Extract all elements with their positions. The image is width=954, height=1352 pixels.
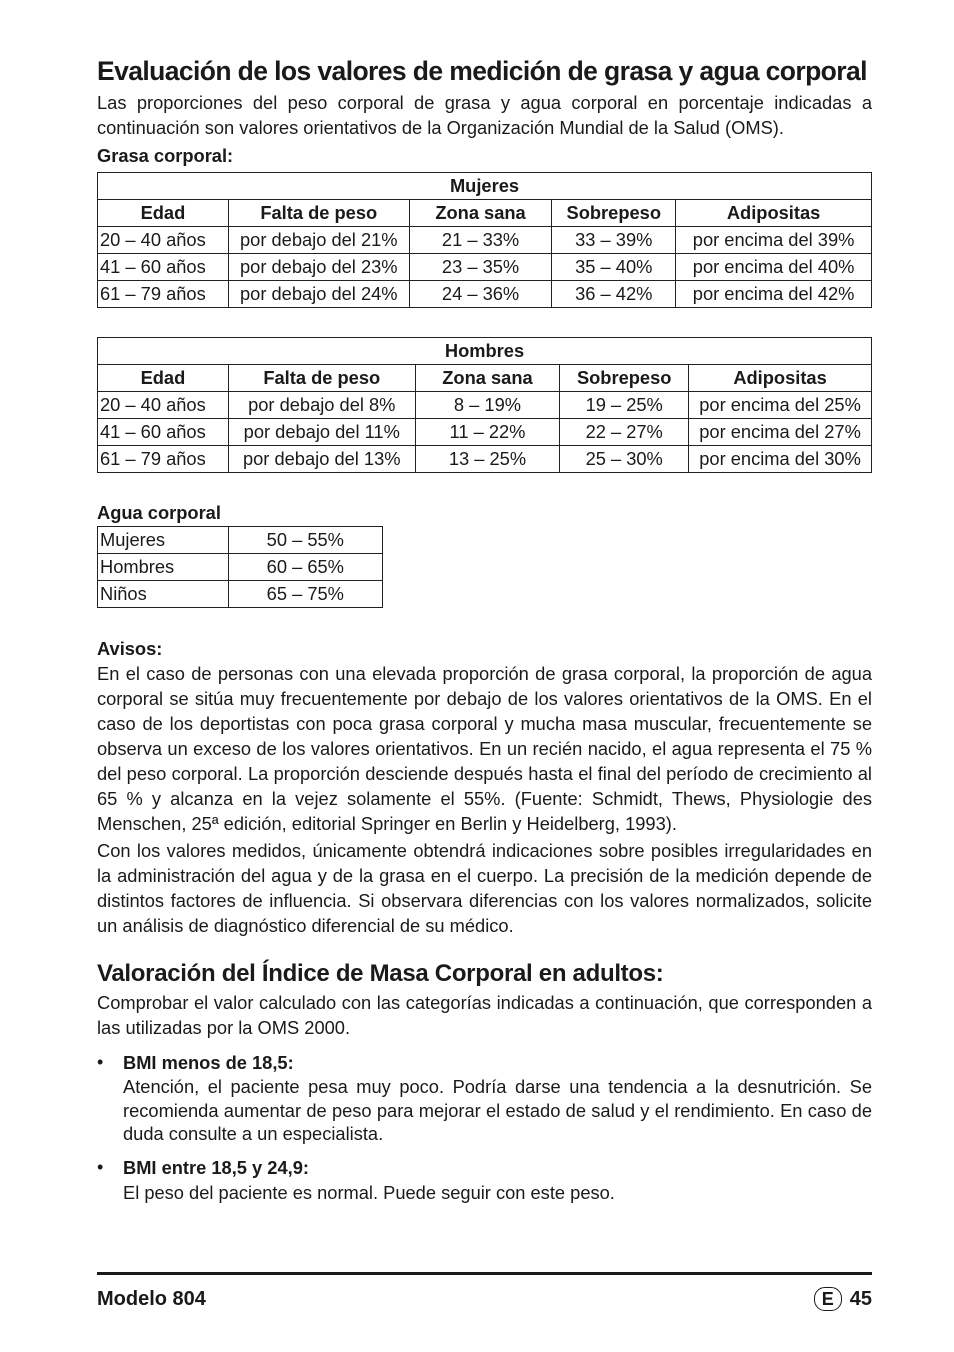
table-cell: 23 – 35%	[409, 254, 552, 281]
mujeres-table	[97, 172, 872, 308]
table-cell: 20 – 40 años	[98, 392, 229, 419]
bmi-list	[97, 1050, 872, 1205]
model-name: Modelo 804	[97, 1287, 206, 1310]
bullet-icon: •	[97, 1156, 104, 1177]
table-cell: por encima del 39%	[676, 227, 872, 254]
table-cell: 25 – 30%	[560, 446, 689, 473]
table-cell: Niños	[98, 581, 229, 608]
bullet-heading: BMI entre 18,5 y 24,9:	[123, 1156, 309, 1178]
section-title-grasa-agua: Evaluación de los valores de medición de grasa y agua corporal	[97, 56, 867, 86]
bullet-text: Atención, el paciente pesa muy poco. Podría darse una tendencia a la desnutrición. Se recomienda aumentar de peso para mejorar el estado de salud y el rendimiento. En caso de duda consulte a un especialista.	[123, 1076, 872, 1144]
page-number: 45	[849, 1288, 872, 1310]
bullet-heading: BMI menos de 18,5:	[123, 1052, 294, 1073]
language-badge: E	[814, 1287, 842, 1311]
table-row	[98, 281, 872, 308]
imc-intro-paragraph: Comprobar el valor calculado con las categorías indicadas a continuación, que corresponden a las utilizadas por la OMS 2000.	[97, 992, 872, 1038]
table-cell: 41 – 60 años	[98, 254, 229, 281]
table-cell: 11 – 22%	[415, 419, 560, 446]
table-cell: por debajo del 8%	[228, 392, 415, 419]
table-cell: 19 – 25%	[560, 392, 689, 419]
column-header: Falta de peso	[228, 200, 409, 227]
table-cell: por encima del 42%	[676, 281, 872, 308]
table-cell: 50 – 55%	[228, 527, 382, 554]
table-header-row	[98, 200, 872, 227]
intro-paragraph: Las proporciones del peso corporal de grasa y agua corporal en porcentaje indicadas a continuación son valores orientativos de la Organización Mundial de la Salud (OMS).	[97, 92, 872, 138]
table-cell: 21 – 33%	[409, 227, 552, 254]
agua-label: Agua corporal	[97, 502, 221, 523]
table-caption: Mujeres	[98, 173, 872, 200]
table-row	[98, 527, 383, 554]
avisos-label: Avisos:	[97, 638, 163, 659]
table-cell: 41 – 60 años	[98, 419, 229, 446]
table-cell: Hombres	[98, 554, 229, 581]
table-cell: 13 – 25%	[415, 446, 560, 473]
table-caption: Hombres	[98, 338, 872, 365]
column-header: Sobrepeso	[552, 200, 676, 227]
table-row	[98, 419, 872, 446]
list-item	[97, 1050, 872, 1146]
column-header: Adipositas	[689, 365, 872, 392]
page-footer	[97, 1272, 872, 1311]
page-content	[97, 54, 872, 1205]
table-row	[98, 227, 872, 254]
table-cell: 61 – 79 años	[98, 281, 229, 308]
list-item	[97, 1155, 872, 1205]
table-cell: 20 – 40 años	[98, 227, 229, 254]
table-cell: 60 – 65%	[228, 554, 382, 581]
table-cell: por debajo del 11%	[228, 419, 415, 446]
table-cell: por debajo del 23%	[228, 254, 409, 281]
bullet-icon: •	[97, 1052, 104, 1072]
column-header: Zona sana	[409, 200, 552, 227]
section-title-imc: Valoración del Índice de Masa Corporal en adultos:	[97, 960, 664, 987]
table-cell: por encima del 30%	[689, 446, 872, 473]
grasa-label: Grasa corporal:	[97, 145, 234, 166]
page-indicator	[814, 1287, 872, 1311]
table-row	[98, 581, 383, 608]
table-cell: 8 – 19%	[415, 392, 560, 419]
column-header: Falta de peso	[228, 365, 415, 392]
column-header: Sobrepeso	[560, 365, 689, 392]
table-row	[98, 392, 872, 419]
table-cell: por debajo del 13%	[228, 446, 415, 473]
table-cell: por debajo del 21%	[228, 227, 409, 254]
table-cell: 65 – 75%	[228, 581, 382, 608]
column-header: Zona sana	[415, 365, 560, 392]
table-cell: por encima del 40%	[676, 254, 872, 281]
table-caption-row	[98, 338, 872, 365]
table-caption-row	[98, 173, 872, 200]
table-cell: 61 – 79 años	[98, 446, 229, 473]
avisos-paragraph-2: Con los valores medidos, únicamente obtendrá indicaciones sobre posibles irregularidades en la administración del agua y de la grasa en el cuerpo. La precisión de la medición depende de distintos factores de influencia. Si observara diferencias con los valores normalizados, solicite un análisis de diagnóstico diferencial de su médico.	[97, 840, 872, 936]
agua-table	[97, 526, 383, 608]
hombres-table	[97, 337, 872, 473]
table-cell: por encima del 25%	[689, 392, 872, 419]
table-row	[98, 554, 383, 581]
table-cell: 33 – 39%	[552, 227, 676, 254]
table-cell: 24 – 36%	[409, 281, 552, 308]
bullet-text: El peso del paciente es normal. Puede seguir con este peso.	[123, 1181, 615, 1203]
table-row	[98, 254, 872, 281]
table-cell: Mujeres	[98, 527, 229, 554]
table-row	[98, 446, 872, 473]
avisos-paragraph-1: En el caso de personas con una elevada proporción de grasa corporal, la proporción de agua corporal se sitúa muy frecuentemente por debajo de los valores orientativos de la OMS. En el caso de los deportistas con poca grasa corporal y mucha masa muscular, frecuentemente se observa un exceso de los valores orientativos. En un recién nacido, el agua representa el 75 % del peso corporal. La proporción desciende después hasta el final del período de crecimiento al 65 % y alcanza en la vejez solamente el 55%. (Fuente: Schmidt, Thews, Physiologie des Menschen, 25ª edición, editorial Springer en Berlin y Heidelberg, 1993).	[97, 663, 872, 834]
table-header-row	[98, 365, 872, 392]
column-header: Adipositas	[676, 200, 872, 227]
table-cell: por encima del 27%	[689, 419, 872, 446]
table-cell: por debajo del 24%	[228, 281, 409, 308]
table-cell: 36 – 42%	[552, 281, 676, 308]
column-header: Edad	[98, 200, 229, 227]
table-cell: 35 – 40%	[552, 254, 676, 281]
column-header: Edad	[98, 365, 229, 392]
table-cell: 22 – 27%	[560, 419, 689, 446]
